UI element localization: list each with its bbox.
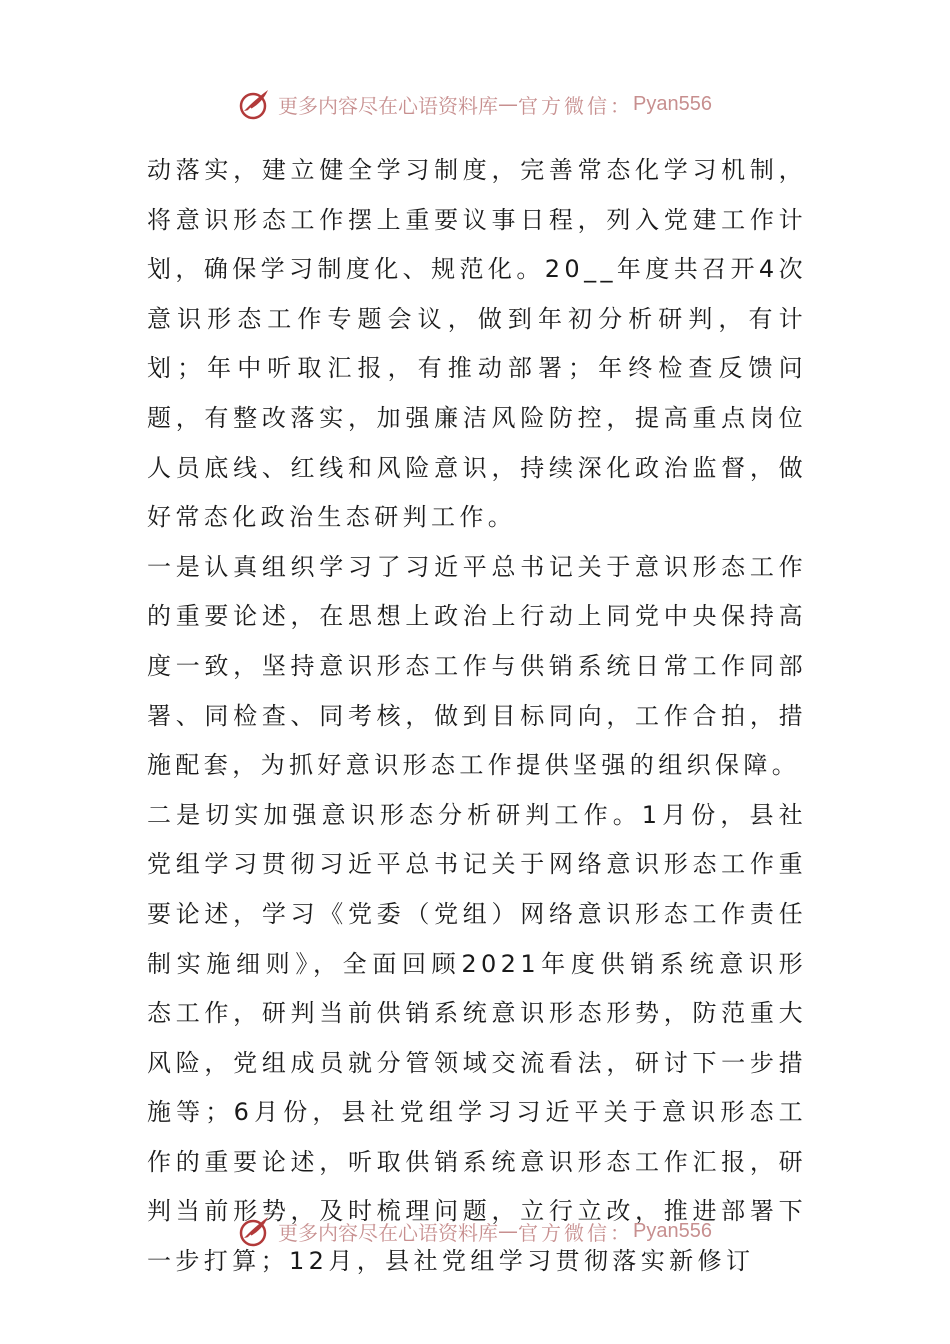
watermark-dash: — bbox=[498, 1219, 519, 1243]
paragraph-point-one: 一是认真组织学习了习近平总书记关于意识形态工作的重要论述，在思想上政治上行动上同党中央保持高度一致，坚持意识形态工作与供销系统日常工作同部署、同检查、同考核，做到目标同向，工作合拍，措施配套，为抓好意识形态工作提供坚强的组织保障。 bbox=[147, 552, 807, 780]
quill-pen-logo-icon bbox=[238, 87, 272, 121]
header-watermark bbox=[0, 84, 950, 124]
paragraph-continuation: 动落实，建立健全学习制度，完善常态化学习机制，将意识形态工作摆上重要议事日程，列入党建工作计划，确保学习制度化、规范化。20__年度共召开4次意识形态工作专题会议，做到年初分析研判，有计划；年中听取汇报，有推动部署；年终检查反馈问题，有整改落实，加强廉洁风险防控，提高重点岗位人员底线、红线和风险意识，持续深化政治监督，做好常态化政治生态研判工作。 bbox=[147, 156, 807, 532]
watermark-dash: — bbox=[498, 92, 519, 116]
footer-watermark bbox=[0, 1211, 950, 1251]
watermark-brand: 更多内容尽在心语资料库 bbox=[278, 93, 499, 118]
watermark-wechat-id: Pyan556 bbox=[633, 1219, 712, 1242]
paragraph-point-two: 二是切实加强意识形态分析研判工作。1月份，县社党组学习贯彻习近平总书记关于网络意识形态工作重要论述，学习《党委（党组）网络意识形态工作责任制实施细则》，全面回顾2021年度供销系统意识形态工作，研判当前供销系统意识形态形势，防范重大风险，党组成员就分管领域交流看法，研讨下一步措施等；6月份，县社党组学习习近平关于意识形态工作的重要论述，听取供销系统意识形态工作汇报，研判当前形势，及时梳理问题，立行立改，推进部署下一步打算；12月，县社党组学习贯彻落实新修订 bbox=[147, 800, 807, 1276]
document-body bbox=[147, 146, 807, 1287]
quill-pen-logo-icon bbox=[238, 1214, 272, 1248]
watermark-label: 官方微信： bbox=[518, 1220, 634, 1245]
watermark-brand: 更多内容尽在心语资料库 bbox=[278, 1220, 499, 1245]
watermark-wechat-id: Pyan556 bbox=[633, 92, 712, 115]
watermark-label: 官方微信： bbox=[518, 93, 634, 118]
